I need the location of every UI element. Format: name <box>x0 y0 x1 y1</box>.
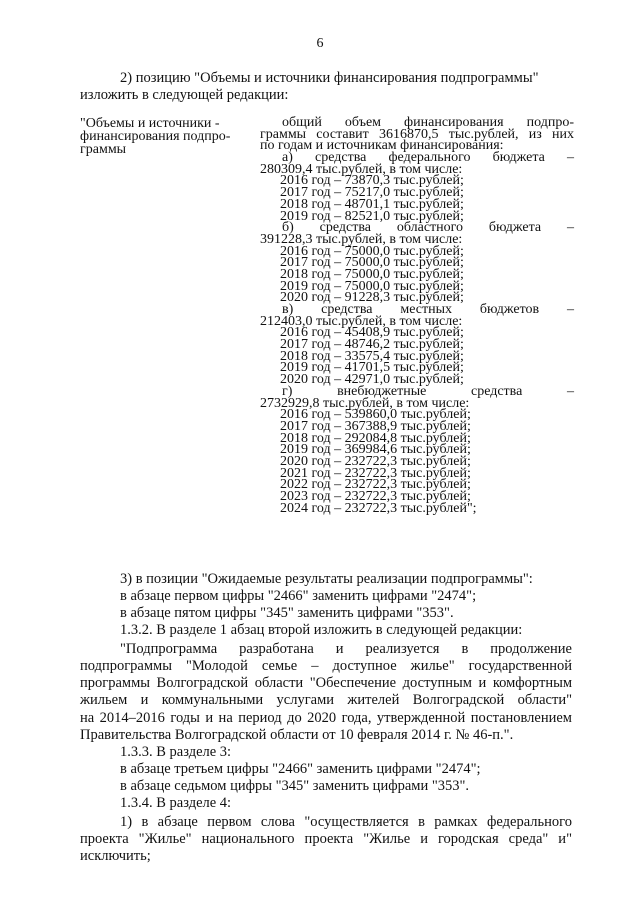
intro-line-1: 2) позицию "Объемы и источники финансирования подпрограммы" <box>120 70 539 86</box>
table-right-line: граммы составит 3616870,5 тыс.рублей, из них <box>260 126 574 142</box>
quote-line-3: программы Волгоградской области "Обеспечение доступным и комфортным <box>80 675 572 691</box>
left-col-line: финансирования подпро- <box>80 129 231 144</box>
table-right-line: 2018 год – 48701,1 тыс.рублей; <box>280 196 464 212</box>
table-right-line: 2017 год – 48746,2 тыс.рублей; <box>280 337 464 353</box>
table-right-line: 2018 год – 33575,4 тыс.рублей; <box>280 348 464 364</box>
table-right-line: 2016 год – 539860,0 тыс.рублей; <box>280 407 471 423</box>
left-col-line: граммы <box>80 142 127 157</box>
table-right-line: 2024 год – 232722,3 тыс.рублей"; <box>280 500 477 516</box>
table-right-line: 2019 год – 41701,5 тыс.рублей; <box>280 360 464 376</box>
item-3-heading: 3) в позиции "Ожидаемые результаты реализации подпрограммы": <box>120 571 533 587</box>
section-1-3-3-para-a: в абзаце третьем цифры "2466" заменить цифрами "2474"; <box>120 761 481 777</box>
table-right-line: 2019 год – 75000,0 тыс.рублей; <box>280 278 464 294</box>
table-right-line: 2018 год – 292084,8 тыс.рублей; <box>280 430 471 446</box>
table-right-line: по годам и источникам финансирования: <box>260 138 504 154</box>
quote-line-6: Правительства Волгоградской области от 10 февраля 2014 г. № 46-п.". <box>80 727 514 743</box>
table-right-line: 2022 год – 232722,3 тыс.рублей; <box>280 477 471 493</box>
section-1-3-4-line-1: 1) в абзаце первом слова "осуществляется в рамках федерального <box>120 814 572 830</box>
table-right-line: 2732929,8 тыс.рублей, в том числе: <box>260 395 470 411</box>
intro-line-2: изложить в следующей редакции: <box>80 87 289 103</box>
table-right-line: 2016 год – 73870,3 тыс.рублей; <box>280 173 464 189</box>
quote-line-1: "Подпрограмма разработана и реализуется в продолжение <box>120 641 572 657</box>
table-right-line: 280309,4 тыс.рублей, в том числе: <box>260 161 463 177</box>
table-right-line: 2018 год – 75000,0 тыс.рублей; <box>280 266 464 282</box>
table-right-line: общий объем финансирования подпро- <box>282 115 574 130</box>
table-right-line: 2017 год – 75217,0 тыс.рублей; <box>280 185 464 201</box>
table-right-line: 212403,0 тыс.рублей, в том числе: <box>260 313 463 329</box>
section-1-3-4-line-2: проекта "Жилье" национального проекта "Жилье и городская среда" и" <box>80 831 572 847</box>
table-right-line: г) внебюджетные средства – <box>282 383 574 399</box>
table-right-line: 2016 год – 45408,9 тыс.рублей; <box>280 325 464 341</box>
quote-line-2: подпрограммы "Молодой семье – доступное жилье" государственной <box>80 658 572 674</box>
item-3-para-b: в абзаце пятом цифры "345" заменить цифрами "353". <box>120 605 454 621</box>
table-right-line: 2020 год – 42971,0 тыс.рублей; <box>280 372 464 388</box>
table-right-line: 2020 год – 232722,3 тыс.рублей; <box>280 453 471 469</box>
table-right-column <box>260 117 574 514</box>
page-number: 6 <box>316 36 324 51</box>
table-right-line: 2017 год – 367388,9 тыс.рублей; <box>280 418 471 434</box>
quote-line-4: жильем и коммунальными услугами жителей Волгоградской области" <box>80 692 572 708</box>
quote-line-5: на 2014–2016 годы и на период до 2020 года, утвержденной постановлением <box>80 710 572 726</box>
item-3-para-a: в абзаце первом цифры "2466" заменить цифрами "2474"; <box>120 588 477 604</box>
left-col-line: "Объемы и источники - <box>80 116 220 131</box>
table-right-line: в) средства местных бюджетов – <box>282 302 574 317</box>
table-right-line: 2017 год – 75000,0 тыс.рублей; <box>280 255 464 271</box>
table-right-line: 2023 год – 232722,3 тыс.рублей; <box>280 489 471 504</box>
section-1-3-4: 1.3.4. В разделе 4: <box>120 795 232 811</box>
section-1-3-2: 1.3.2. В разделе 1 абзац второй изложить в следующей редакции: <box>120 622 523 638</box>
table-right-line: 2020 год – 91228,3 тыс.рублей; <box>280 290 464 306</box>
table-right-line: 391228,3 тыс.рублей, в том числе: <box>260 231 463 247</box>
section-1-3-4-line-3: исключить; <box>80 848 151 864</box>
section-1-3-3: 1.3.3. В разделе 3: <box>120 744 232 760</box>
table-left-column <box>80 117 245 156</box>
table-right-line: 2019 год – 369984,6 тыс.рублей; <box>280 442 471 458</box>
table-right-line: 2021 год – 232722,3 тыс.рублей; <box>280 465 471 481</box>
table-right-line: 2019 год – 82521,0 тыс.рублей; <box>280 208 464 224</box>
table-right-line: б) средства областного бюджета – <box>282 220 574 236</box>
table-right-line: 2016 год – 75000,0 тыс.рублей; <box>280 243 464 259</box>
section-1-3-3-para-b: в абзаце седьмом цифры "345" заменить цифрами "353". <box>120 778 470 794</box>
table-right-line: а) средства федерального бюджета – <box>282 150 574 166</box>
